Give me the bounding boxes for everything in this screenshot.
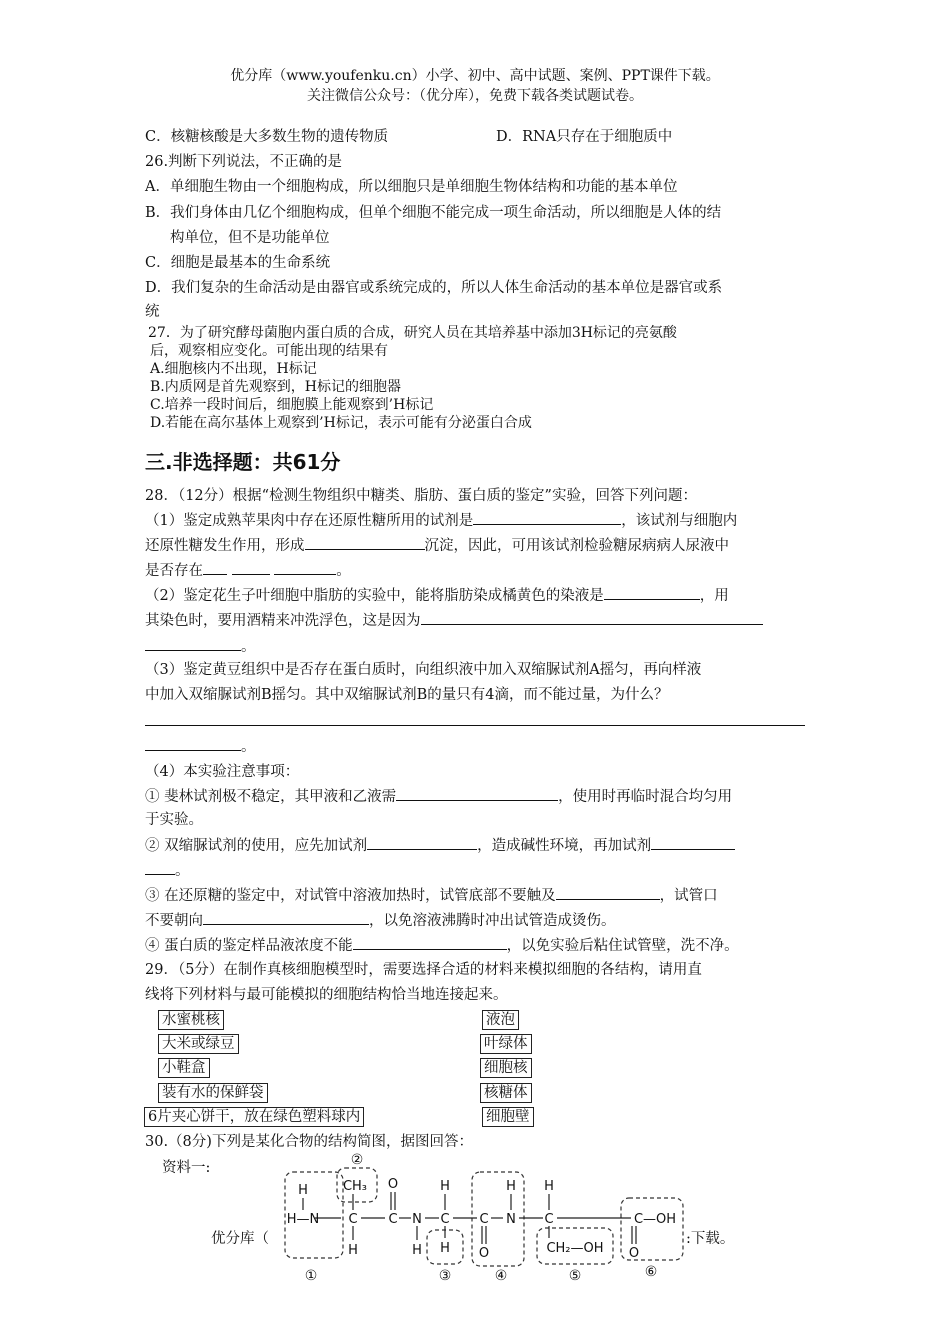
q28-p2-text-c: 其染色时，要用酒精来冲洗浮色，这是因为: [145, 613, 421, 629]
marker-4: ④: [494, 1268, 508, 1284]
q28-n3-blank-touch[interactable]: [556, 885, 660, 900]
atom-n-4: N: [506, 1212, 516, 1227]
q28-note1-line1: [145, 786, 732, 807]
q29-structure-3[interactable]: 细胞核: [480, 1058, 532, 1078]
q28-part1-line3: [145, 560, 351, 581]
q28-p2-text-a: （2）鉴定花生子叶细胞中脂肪的实验中，能将脂肪染成橘黄色的染液是: [145, 588, 604, 604]
q28-p2-text-d: 。: [241, 639, 256, 655]
footer-right-text: :下载。: [686, 1231, 735, 1247]
q29-structure-4[interactable]: 核糖体: [480, 1083, 532, 1103]
q29-material-2[interactable]: 大米或绿豆: [158, 1034, 239, 1054]
q28-p1-text-c: 还原性糖发生作用，形成: [145, 538, 305, 554]
q28-note2-line2: [145, 860, 190, 881]
q29-material-1[interactable]: 水蜜桃核: [158, 1010, 224, 1030]
atom-ch3: CH₃: [342, 1179, 368, 1194]
q28-p1-text-f: 。: [336, 563, 351, 579]
atom-c-3: C: [440, 1212, 450, 1227]
q28-n2-text-a: ② 双缩脲试剂的使用，应先加试剂: [145, 838, 368, 854]
q28-part2-line1: [145, 585, 729, 606]
q28-p3-text-c: 。: [241, 739, 256, 755]
q28-n1-text-b: ，使用时再临时混合均匀用: [558, 789, 733, 805]
q28-part3-line1: （3）鉴定黄豆组织中是否存在蛋白质时，向组织液中加入双缩脲试剂A摇匀，再向样液: [145, 662, 702, 678]
atom-c-4: C: [479, 1212, 489, 1227]
atom-o-1: O: [387, 1177, 399, 1192]
q28-part4-heading: （4）本实验注意事项：: [145, 764, 300, 780]
q28-note4-line1: [145, 935, 739, 956]
section-heading: 三.非选择题：共61分: [145, 450, 341, 474]
q28-n3-text-c: 不要朝向: [145, 913, 203, 929]
q28-n3-text-d: ，以免溶液沸腾时冲出试管造成烫伤。: [369, 913, 616, 929]
q29-structure-2[interactable]: 叶绿体: [480, 1034, 532, 1054]
q27-option-a: A.细胞核内不出现，H标记: [150, 361, 317, 377]
q29-stem-line2: 线将下列材料与最可能模拟的细胞结构恰当地连接起来。: [145, 987, 508, 1003]
q26-option-b-line1: B．我们身体由几亿个细胞构成，但单个细胞不能完成一项生命活动，所以细胞是人体的结: [145, 205, 722, 221]
q26-option-a: A．单细胞生物由一个细胞构成，所以细胞只是单细胞生物体结构和功能的基本单位: [145, 179, 678, 195]
q28-p2-blank-reason[interactable]: [421, 610, 763, 625]
q29-stem-line1: 29．（5分）在制作真核细胞模型时，需要选择合适的材料来模拟细胞的各结构，请用直: [145, 962, 702, 978]
q28-p2-blank-dye[interactable]: [604, 585, 700, 600]
q28-n2-blank-second[interactable]: [651, 835, 735, 850]
q28-part1-line1: [145, 510, 737, 531]
q28-stem: 28．（12分）根据“检测生物组织中糖类、脂肪、蛋白质的鉴定”实验，回答下列问题：: [145, 488, 697, 504]
q28-n3-text-b: ，试管口: [659, 888, 718, 904]
q28-p3-blank-cont[interactable]: [145, 736, 241, 751]
atom-h-top-5: H: [544, 1179, 554, 1194]
q29-material-5[interactable]: 6片夹心饼干，放在绿色塑料球内: [144, 1107, 364, 1127]
q28-part3-line2: 中加入双缩脲试剂B摇匀。其中双缩脲试剂B的量只有4滴，而不能过量，为什么？: [145, 687, 669, 703]
q27-option-c: C.培养一段时间后，细胞膜上能观察到’H标记: [150, 397, 434, 413]
q27-option-b: B.内质网是首先观察到，H标记的细胞器: [150, 379, 401, 395]
q29-structure-5[interactable]: 细胞壁: [482, 1107, 534, 1127]
q28-note2-line1: [145, 835, 735, 856]
q26-option-b-line2: 构单位，但不是功能单位: [170, 230, 330, 246]
q27-stem-line1: 27．为了研究酵母菌胞内蛋白质的合成，研究人员在其培养基中添加3H标记的亮氨酸: [148, 325, 677, 341]
q28-n2-text-b: ，造成碱性环境，再加试剂: [477, 838, 652, 854]
q28-n4-blank[interactable]: [353, 935, 507, 950]
q28-p2-text-b: ，用: [699, 588, 729, 604]
marker-3: ③: [438, 1268, 452, 1284]
q28-part1-line2: [145, 535, 729, 556]
q28-p1-blank-b[interactable]: [232, 560, 270, 575]
q28-n2-blank-first[interactable]: [367, 835, 477, 850]
q28-n4-text-b: ，以免实验后粘住试管壁，洗不净。: [506, 938, 739, 954]
q26-option-d-line1: D．我们复杂的生命活动是由器官或系统完成的，所以人体生命活动的基本单位是器官或系: [145, 280, 723, 296]
q28-p1-text-a: （1）鉴定成熟苹果肉中存在还原性糖所用的试剂是: [145, 513, 474, 529]
peptide-structure-diagram: [275, 1140, 695, 1290]
atom-h-top-3: H: [440, 1179, 450, 1194]
q28-n4-text-a: ④ 蛋白质的鉴定样品液浓度不能: [145, 938, 353, 954]
atom-ch2oh: CH₂—OH: [546, 1241, 604, 1256]
q28-note3-line2: [145, 910, 616, 931]
q28-part2-line2: [145, 610, 763, 631]
q28-n2-text-c: 。: [175, 863, 190, 879]
atom-o-6: O: [628, 1246, 640, 1261]
header-line-1: 优分库（www.youfenku.cn）小学、初中、高中试题、案例、PPT课件下载。: [230, 68, 720, 84]
q29-structure-1[interactable]: 液泡: [482, 1010, 519, 1030]
q29-material-4[interactable]: 装有水的保鲜袋: [158, 1083, 268, 1103]
q28-part2-line3: [145, 636, 256, 657]
q29-material-3[interactable]: 小鞋盒: [158, 1058, 210, 1078]
q28-part3-line3: [145, 736, 256, 757]
q26-option-d-line2: 统: [145, 304, 160, 320]
footer-left-text: 优分库（: [211, 1231, 269, 1247]
atom-o-4: O: [478, 1246, 490, 1261]
atom-hn: H—N: [286, 1212, 320, 1227]
q27-stem-line2: 后，观察相应变化。可能出现的结果有: [150, 343, 388, 359]
q28-p1-blank-a[interactable]: [203, 560, 227, 575]
q28-note1-line2: 于实验。: [145, 812, 203, 828]
q28-n1-blank[interactable]: [396, 786, 558, 801]
atom-h-bottom-1: H: [348, 1243, 358, 1258]
q25-option-d: D．RNA只存在于细胞质中: [496, 129, 673, 145]
atom-n-2: N: [412, 1212, 422, 1227]
atom-cooh: C—OH: [633, 1212, 677, 1227]
q26-stem: 26.判断下列说法，不正确的是: [145, 154, 343, 170]
q28-p1-text-e: 是否存在: [145, 563, 203, 579]
q28-note3-line1: [145, 885, 718, 906]
atom-c-1: C: [348, 1212, 358, 1227]
marker-5: ⑤: [568, 1268, 582, 1284]
q28-p1-text-d: 沉淀，因此，可用该试剂检验糖尿病病人尿液中: [424, 538, 729, 554]
q28-p1-text-b: ，该试剂与细胞内: [621, 513, 738, 529]
atom-h-top-4: H: [506, 1179, 516, 1194]
atom-c-5: C: [544, 1212, 554, 1227]
header-line-2: 关注微信公众号：（优分库），免费下载各类试题试卷。: [307, 88, 643, 104]
q28-n3-blank-direction[interactable]: [203, 910, 369, 925]
q28-p1-blank-reagent[interactable]: [473, 510, 621, 525]
marker-1: ①: [304, 1268, 318, 1284]
atom-h-bottom-3: H: [440, 1241, 450, 1256]
q28-n1-text-a: ① 斐林试剂极不稳定，其甲液和乙液需: [145, 789, 397, 805]
q25-option-c: C．核糖核酸是大多数生物的遗传物质: [145, 129, 389, 145]
atom-c-2: C: [388, 1212, 398, 1227]
q28-p1-blank-precipitate[interactable]: [305, 535, 425, 550]
q28-p3-answer-rule[interactable]: [145, 725, 805, 726]
q30-material-label: 资料一:: [162, 1160, 211, 1176]
q27-option-d: D.若能在高尔基体上观察到’H标记，表示可能有分泌蛋白合成: [150, 415, 532, 431]
marker-6: ⑥: [644, 1264, 658, 1280]
marker-2: ②: [350, 1152, 364, 1168]
atom-h-bottom-2: H: [412, 1243, 422, 1258]
q28-n2-blank-second-cont[interactable]: [145, 860, 175, 875]
q28-n3-text-a: ③ 在还原糖的鉴定中，对试管中溶液加热时，试管底部不要触及: [145, 888, 556, 904]
atom-h-top-1: H: [298, 1183, 308, 1198]
q28-p2-blank-reason-cont[interactable]: [145, 636, 241, 651]
q28-p1-blank-c[interactable]: [274, 560, 336, 575]
q30-stem: 30.（8分)下列是某化合物的结构简图，据图回答：: [145, 1134, 473, 1150]
q26-option-c: C．细胞是最基本的生命系统: [145, 255, 331, 271]
